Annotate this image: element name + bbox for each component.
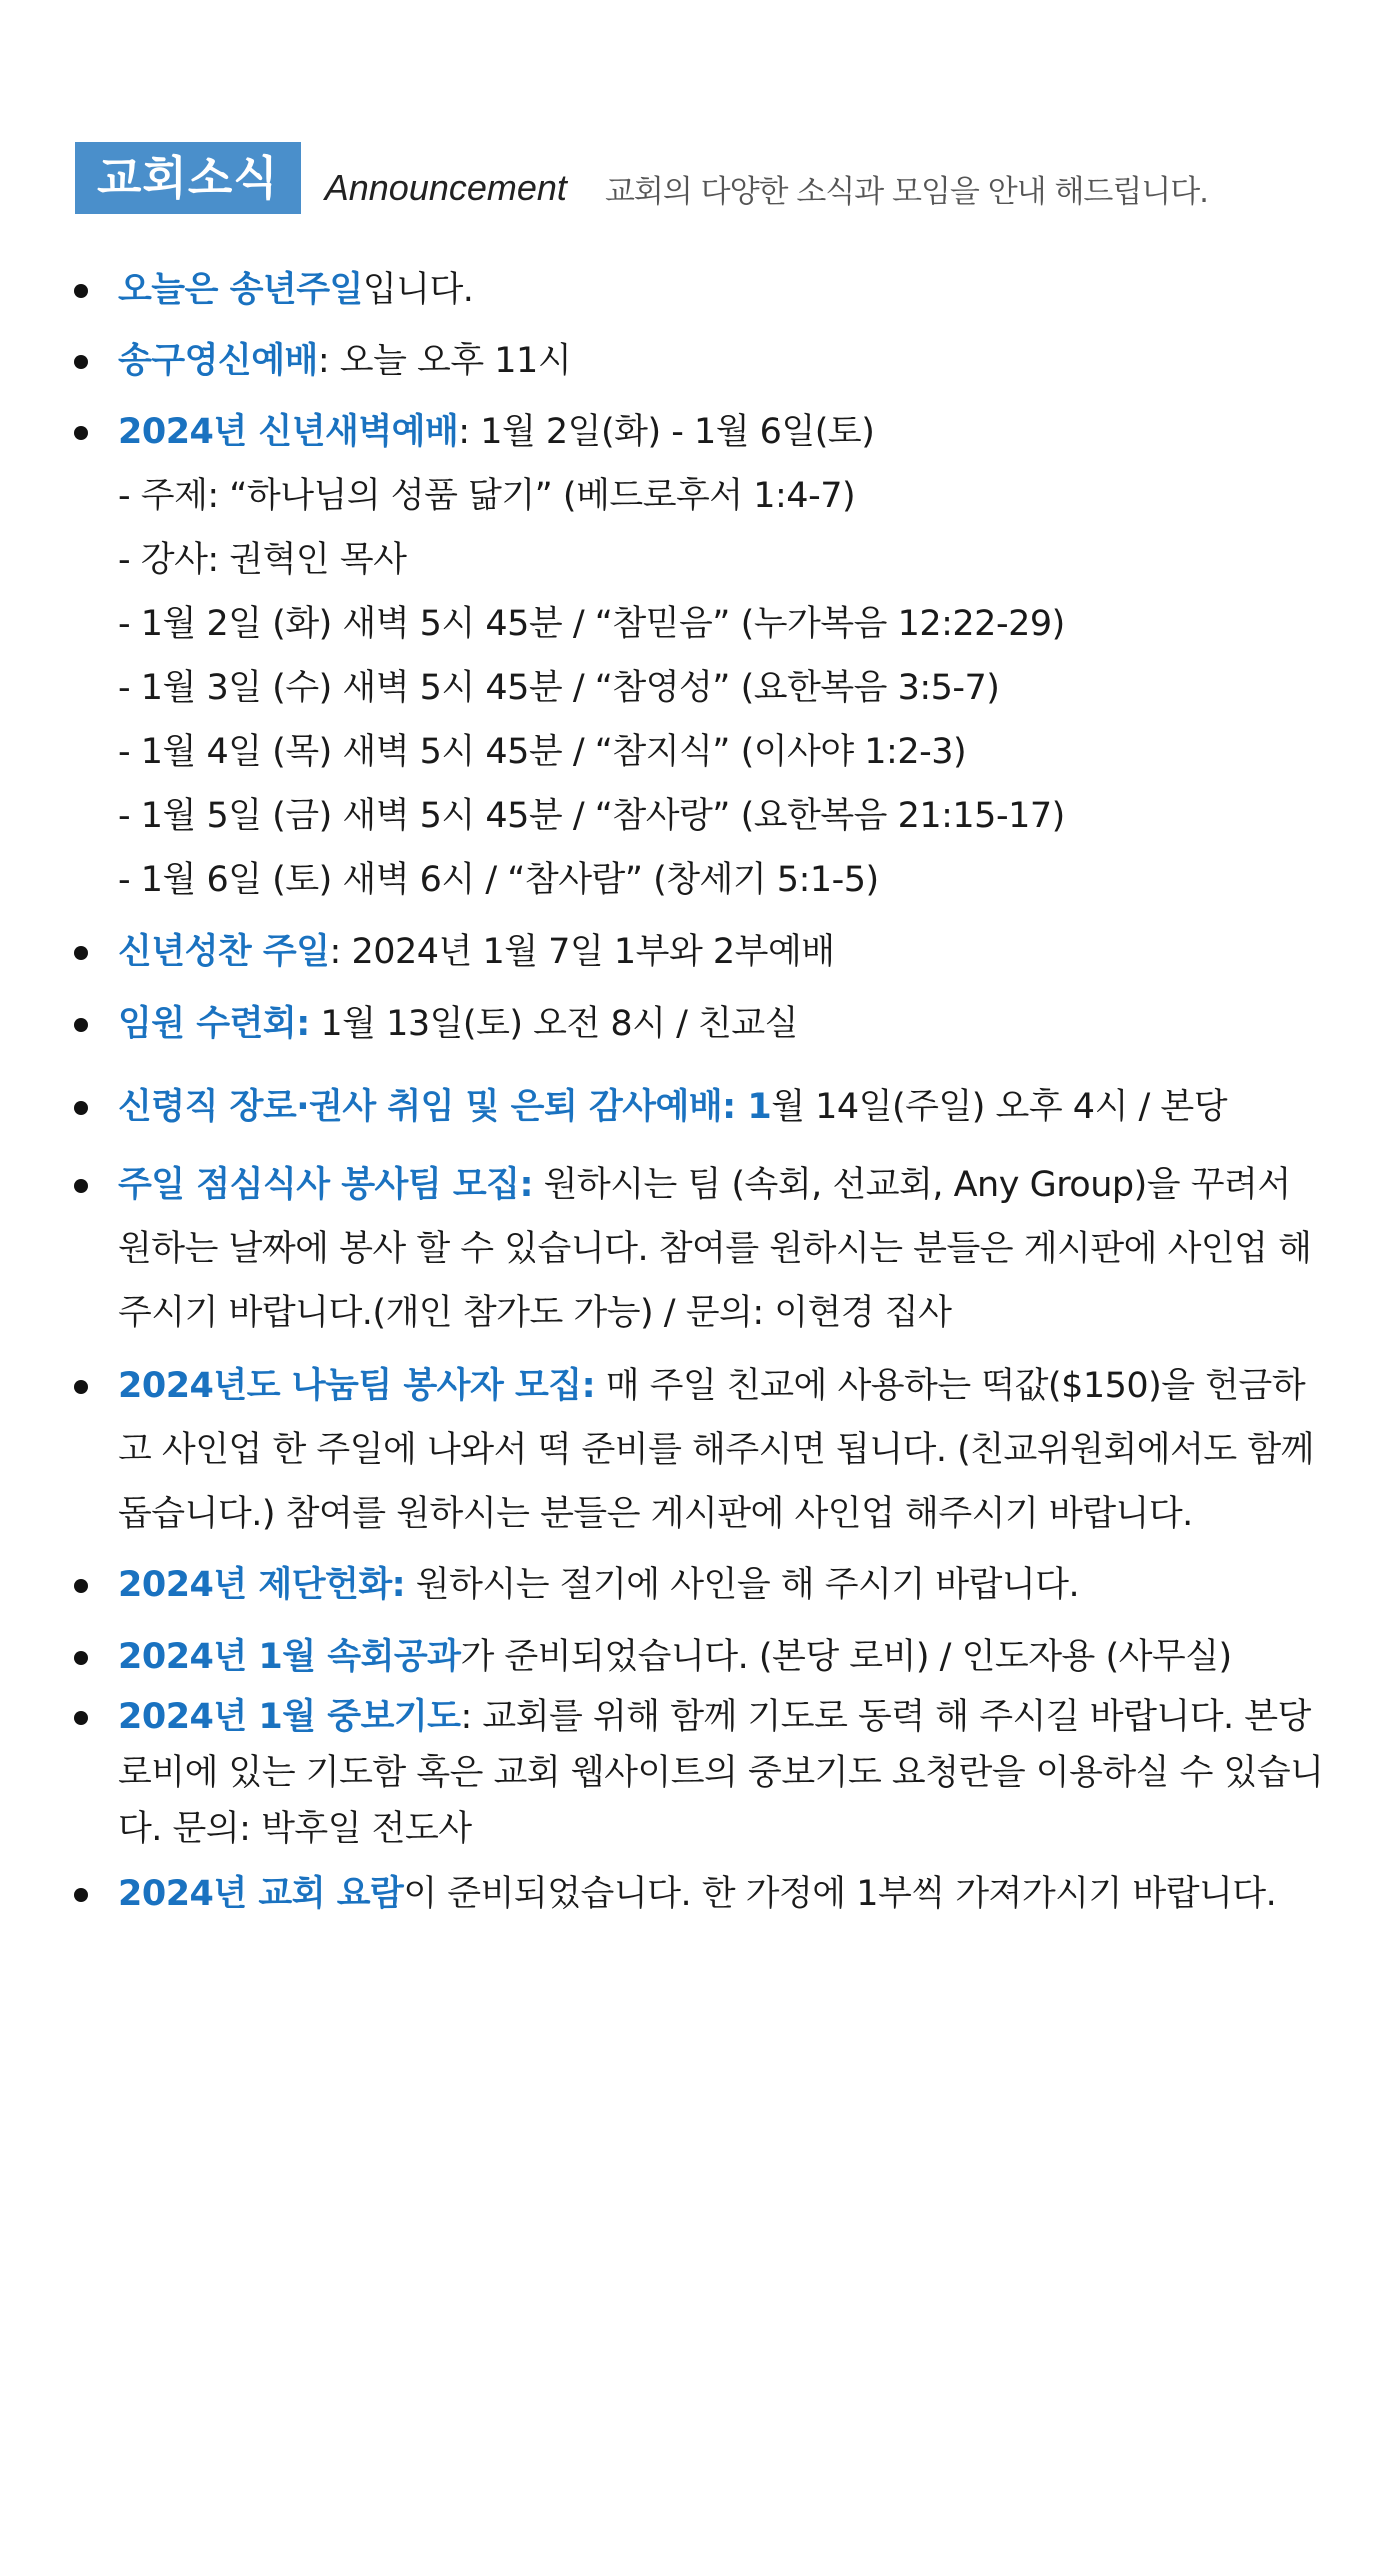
sub-line: - 1월 4일 (목) 새벽 5시 45분 / “참지식” (이사야 1:2-3) bbox=[118, 732, 967, 772]
item-highlight: 2024년 제단헌화: bbox=[118, 1565, 406, 1605]
bullet-icon bbox=[74, 1888, 88, 1902]
subtitle-korean: 교회의 다양한 소식과 모임을 안내 해드립니다. bbox=[604, 173, 1209, 210]
item-highlight: 신년성찬 주일 bbox=[118, 932, 330, 972]
list-item bbox=[118, 992, 1333, 1056]
item-highlight: 2024년도 나눔팀 봉사자 모집: bbox=[118, 1366, 596, 1406]
bullet-icon bbox=[74, 1579, 88, 1593]
list-item bbox=[118, 400, 1333, 912]
subtitle-english: Announcement bbox=[324, 167, 567, 208]
item-highlight: 2024년 신년새벽예배 bbox=[118, 412, 459, 452]
item-highlight: 주일 점심식사 봉사팀 모집: bbox=[118, 1165, 533, 1205]
bullet-icon bbox=[74, 946, 88, 960]
bullet-icon bbox=[74, 355, 88, 369]
item-text: 이 준비되었습니다. 한 가정에 1부씩 가져가시기 바랍니다. bbox=[403, 1874, 1277, 1914]
list-item bbox=[118, 1866, 1333, 1922]
bullet-icon bbox=[74, 1179, 88, 1193]
item-text: 가 준비되었습니다. (본당 로비) / 인도자용 (사무실) bbox=[460, 1637, 1232, 1677]
item-highlight: 임원 수련회: bbox=[118, 1004, 310, 1044]
item-text: 매 주일 친교에 사용하는 떡값($150)을 헌금하고 사인업 한 주일에 나와서 떡 준비를 해주시면 됩니다. (친교위원회에서도 함께 돕습니다.) 참여를 원하시는 분들은 게시판에 사인업 해주시기 바랍니다. bbox=[118, 1366, 1314, 1534]
list-item bbox=[118, 1553, 1333, 1617]
list-item bbox=[118, 258, 1333, 322]
sub-line: - 1월 5일 (금) 새벽 5시 45분 / “참사랑” (요한복음 21:15-17) bbox=[118, 796, 1065, 836]
list-item bbox=[118, 1153, 1333, 1345]
item-text: 월 14일(주일) 오후 4시 / 본당 bbox=[771, 1087, 1228, 1127]
item-highlight: 2024년 1월 속회공과 bbox=[118, 1637, 461, 1677]
sub-line: - 1월 2일 (화) 새벽 5시 45분 / “참믿음” (누가복음 12:22-29) bbox=[118, 604, 1065, 644]
item-text: : 교회를 위해 함께 기도로 동력 해 주시길 바랍니다. 본당 로비에 있는 기도함 혹은 교회 웹사이트의 중보기도 요청란을 이용하실 수 있습니다. 문의: 박후일 전도사 bbox=[118, 1697, 1324, 1849]
list-item bbox=[118, 1354, 1333, 1546]
item-text: 1월 13일(토) 오전 8시 / 친교실 bbox=[309, 1004, 798, 1044]
item-highlight: 2024년 1월 중보기도 bbox=[118, 1697, 461, 1737]
item-highlight: 2024년 교회 요람 bbox=[118, 1874, 404, 1914]
section-badge: 교회소식 bbox=[75, 142, 301, 214]
announcement-header bbox=[75, 142, 1208, 214]
item-text: : 1월 2일(화) - 1월 6일(토) bbox=[458, 412, 875, 452]
sub-line: - 주제: “하나님의 성품 닮기” (베드로후서 1:4-7) bbox=[118, 476, 856, 516]
list-item bbox=[118, 1075, 1333, 1139]
bullet-icon bbox=[74, 1018, 88, 1032]
item-text: : 오늘 오후 11시 bbox=[317, 341, 572, 381]
item-text: 원하시는 절기에 사인을 해 주시기 바랍니다. bbox=[405, 1565, 1080, 1605]
sub-line: - 강사: 권혁인 목사 bbox=[118, 540, 407, 580]
bullet-icon bbox=[74, 426, 88, 440]
item-highlight: 신령직 장로·권사 취임 및 은퇴 감사예배: 1 bbox=[118, 1087, 772, 1127]
list-item bbox=[118, 1625, 1333, 1689]
sub-line: - 1월 6일 (토) 새벽 6시 / “참사람” (창세기 5:1-5) bbox=[118, 860, 879, 900]
item-highlight: 오늘은 송년주일 bbox=[118, 270, 363, 310]
item-text: 원하시는 팀 (속회, 선교회, Any Group)을 꾸려서 원하는 날짜에 봉사 할 수 있습니다. 참여를 원하시는 분들은 게시판에 사인업 해주시기 바랍니다.(개인 참가도 가능) / 문의: 이현경 집사 bbox=[118, 1165, 1312, 1333]
list-item bbox=[118, 1689, 1333, 1857]
item-highlight: 송구영신예배 bbox=[118, 341, 318, 381]
item-text: : 2024년 1월 7일 1부와 2부예배 bbox=[329, 932, 835, 972]
sub-line: - 1월 3일 (수) 새벽 5시 45분 / “참영성” (요한복음 3:5-7) bbox=[118, 668, 1000, 708]
bullet-icon bbox=[74, 1380, 88, 1394]
list-item bbox=[118, 920, 1333, 984]
bullet-icon bbox=[74, 1711, 88, 1725]
bullet-icon bbox=[74, 284, 88, 298]
list-item bbox=[118, 329, 1333, 393]
bullet-icon bbox=[74, 1651, 88, 1665]
bullet-icon bbox=[74, 1101, 88, 1115]
item-text: 입니다. bbox=[362, 270, 474, 310]
